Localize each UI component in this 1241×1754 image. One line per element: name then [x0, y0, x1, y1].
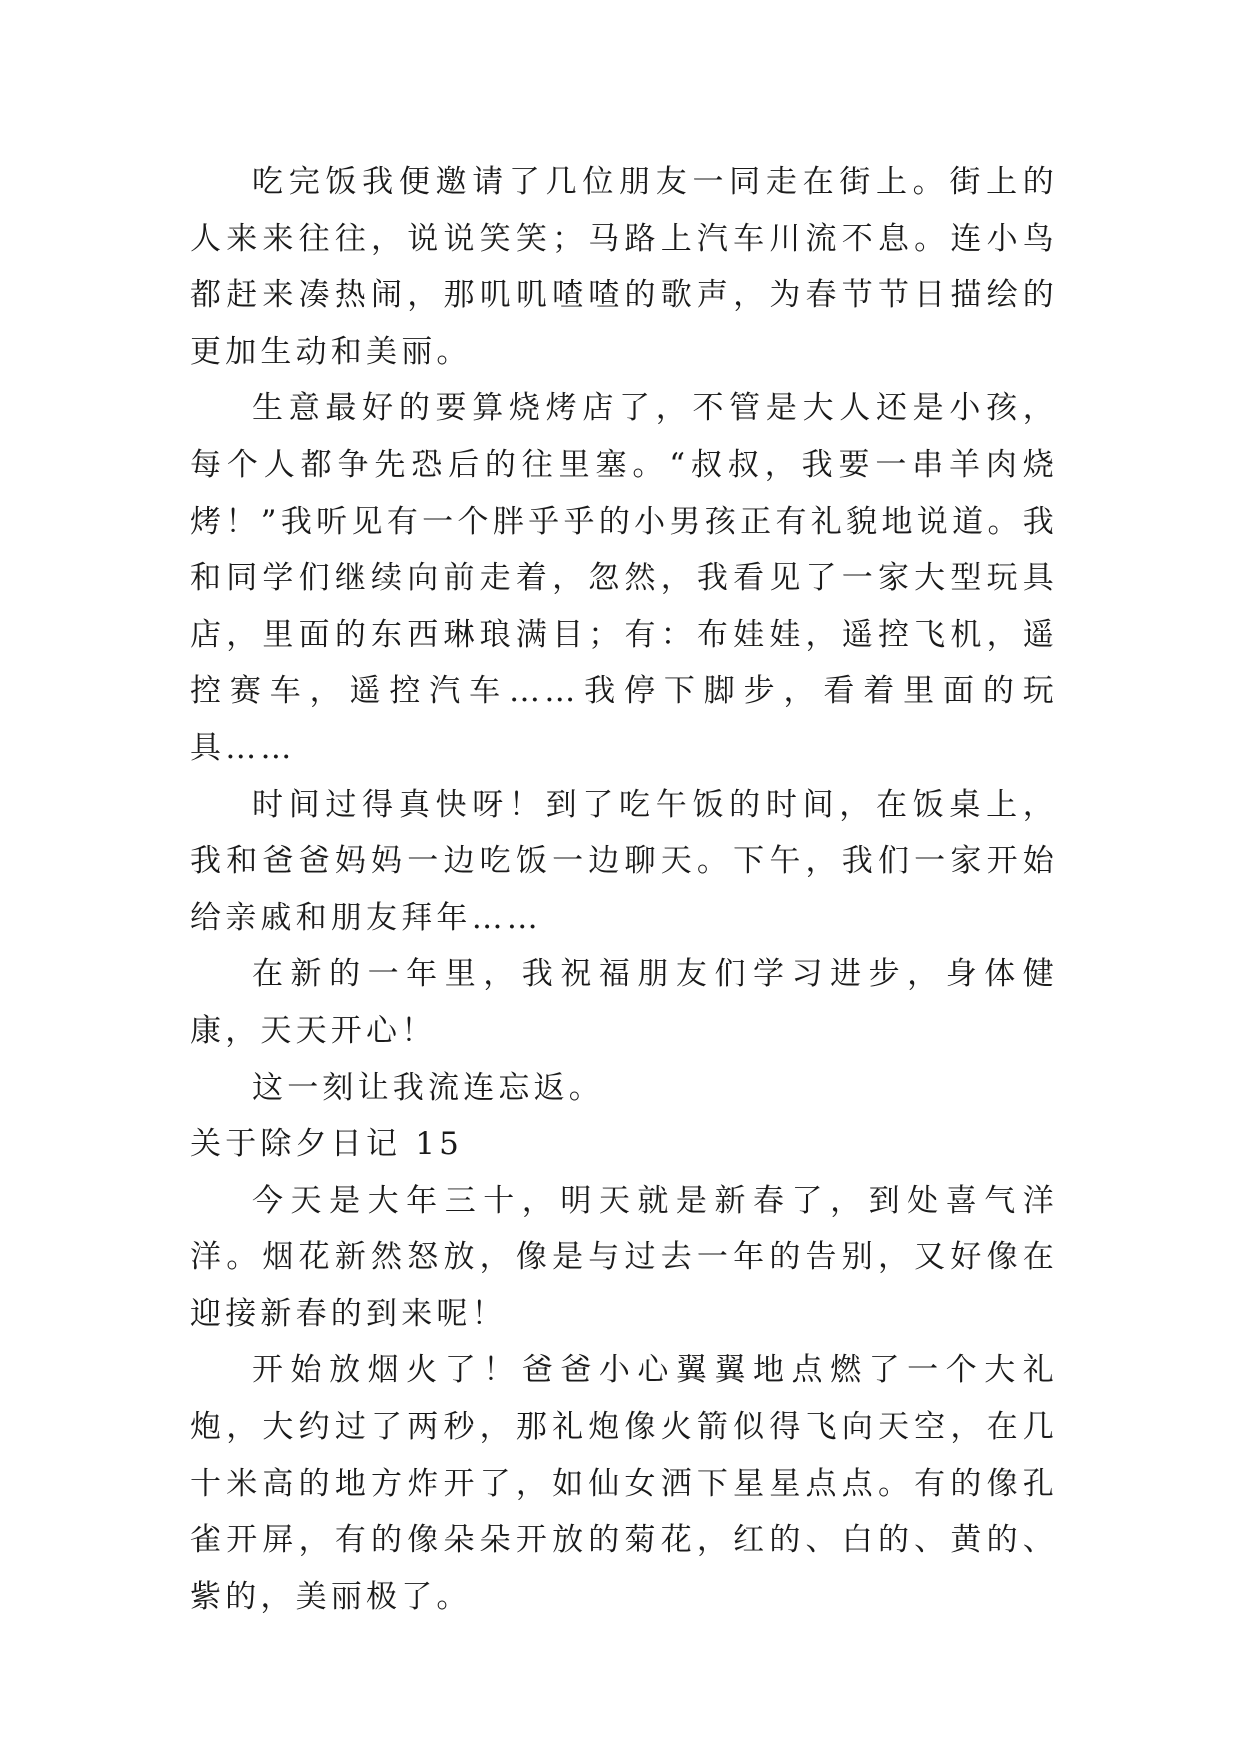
- paragraph: 这一刻让我流连忘返。: [252, 1069, 604, 1106]
- paragraph: 吃完饭我便邀请了几位朋友一同走在街上。街上的人来来往往，说说笑笑；马路上汽车川流不息。连小鸟都赶来凑热闹，那叽叽喳喳的歌声，为春节节日描绘的更加生动和美丽。: [190, 164, 1058, 370]
- paragraph: 开始放烟火了！爸爸小心翼翼地点燃了一个大礼炮，大约过了两秒，那礼炮像火箭似得飞向天空，在几十米高的地方炸开了，如仙女洒下星星点点。有的像孔雀开屏，有的像朵朵开放的菊花，红的、白的、黄的、紫的，美丽极了。: [190, 1352, 1058, 1615]
- document-body: [190, 154, 1058, 1625]
- section-title: 关于除夕日记 15: [190, 1126, 464, 1163]
- paragraph: 在新的一年里，我祝福朋友们学习进步，身体健康，天天开心！: [190, 956, 1058, 1049]
- paragraph: 生意最好的要算烧烤店了，不管是大人还是小孩，每个人都争先恐后的往里塞。“叔叔，我要一串羊肉烧烤！”我听见有一个胖乎乎的小男孩正有礼貌地说道。我和同学们继续向前走着，忽然，我看见了一家大型玩具店，里面的东西琳琅满目；有：布娃娃，遥控飞机，遥控赛车，遥控汽车……我停下脚步，看着里面的玩具……: [190, 390, 1058, 766]
- paragraph: 今天是大年三十，明天就是新春了，到处喜气洋洋。烟花新然怒放，像是与过去一年的告别，又好像在迎接新春的到来呢！: [190, 1182, 1058, 1332]
- paragraph: 时间过得真快呀！到了吃午饭的时间，在饭桌上，我和爸爸妈妈一边吃饭一边聊天。下午，我们一家开始给亲戚和朋友拜年……: [190, 786, 1058, 936]
